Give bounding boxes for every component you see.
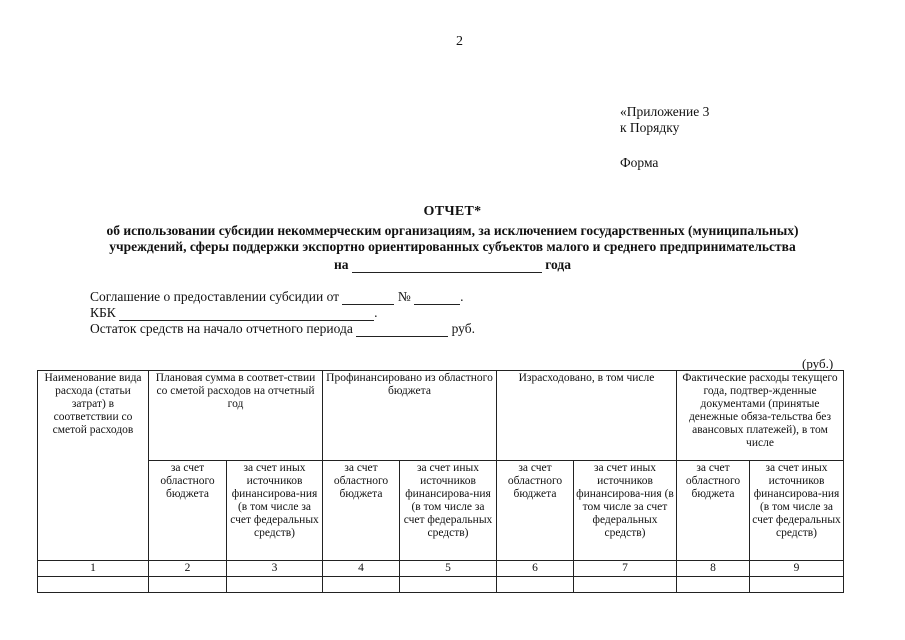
table-cell <box>574 577 677 593</box>
agreement-number-label: № <box>397 289 411 304</box>
column-number: 3 <box>227 561 323 577</box>
kbk-label: КБК <box>90 305 116 320</box>
annex-line: «Приложение 3 <box>620 104 710 119</box>
kbk-blank <box>119 307 374 321</box>
subtitle-line: учреждений, сферы поддержки экспортно ориентированных субъектов малого и среднего предпринимательства <box>109 239 796 254</box>
agreement-number-blank <box>414 291 460 305</box>
report-subtitle <box>20 223 885 255</box>
subheader-other: за счет иных источников финансирова-ния (в том числе за счет федеральных средств) <box>750 461 844 561</box>
table-row <box>38 577 844 593</box>
header-spent: Израсходовано, в том числе <box>497 371 677 461</box>
subheader-other: за счет иных источников финансирова-ния (в том числе за счет федеральных средств) <box>400 461 497 561</box>
subtitle-line: об использовании субсидии некоммерческим организациям, за исключением государственных (муниципальных) <box>106 223 799 238</box>
header-financed: Профинансировано из областного бюджета <box>323 371 497 461</box>
column-number: 2 <box>149 561 227 577</box>
subheader-regional: за счет областного бюджета <box>323 461 400 561</box>
period-blank <box>352 259 542 273</box>
period-prefix: на <box>333 257 349 272</box>
table-cell <box>400 577 497 593</box>
column-number: 7 <box>574 561 677 577</box>
agreement-date-blank <box>342 291 394 305</box>
agreement-info <box>90 289 475 337</box>
kbk-line: КБК . <box>90 305 378 320</box>
column-number: 4 <box>323 561 400 577</box>
subheader-other: за счет иных источников финансирова-ния (в том числе за счет федеральных средств) <box>227 461 323 561</box>
subheader-regional: за счет областного бюджета <box>497 461 574 561</box>
subheader-other: за счет иных источников финансирова-ния (в том числе за счет федеральных средств) <box>574 461 677 561</box>
table-cell <box>227 577 323 593</box>
header-planned: Плановая сумма в соответ-ствии со сметой расходов на отчетный год <box>149 371 323 461</box>
balance-unit: руб. <box>451 321 475 336</box>
report-table <box>37 370 844 593</box>
column-number: 6 <box>497 561 574 577</box>
subheader-regional: за счет областного бюджета <box>149 461 227 561</box>
period-suffix: года <box>545 257 571 272</box>
table-cell <box>677 577 750 593</box>
table-cell <box>497 577 574 593</box>
table-cell <box>38 577 149 593</box>
table-cell <box>149 577 227 593</box>
column-number: 5 <box>400 561 497 577</box>
annex-heading <box>620 104 709 136</box>
table-cell <box>323 577 400 593</box>
column-number: 8 <box>677 561 750 577</box>
report-period <box>0 257 905 273</box>
balance-label: Остаток средств на начало отчетного периода <box>90 321 353 336</box>
balance-line <box>90 321 475 337</box>
table-cell <box>750 577 844 593</box>
header-actual: Фактические расходы текущего года, подтвер-жденные документами (принятые денежные обяза-тельства без авансовых платежей), в том числе <box>677 371 844 461</box>
annex-line: к Порядку <box>620 120 680 135</box>
column-number: 1 <box>38 561 149 577</box>
agreement-line: Соглашение о предоставлении субсидии от № . <box>90 289 464 304</box>
agreement-label: Соглашение о предоставлении субсидии от <box>90 289 340 304</box>
units-label: (руб.) <box>802 356 834 371</box>
column-number: 9 <box>750 561 844 577</box>
page-number: 2 <box>456 34 463 49</box>
report-title: ОТЧЕТ* <box>423 204 482 219</box>
balance-blank <box>356 323 448 337</box>
subheader-regional: за счет областного бюджета <box>677 461 750 561</box>
form-label: Форма <box>620 155 659 170</box>
header-expense-name: Наименование вида расхода (статьи затрат) в соответствии со сметой расходов <box>38 371 149 561</box>
